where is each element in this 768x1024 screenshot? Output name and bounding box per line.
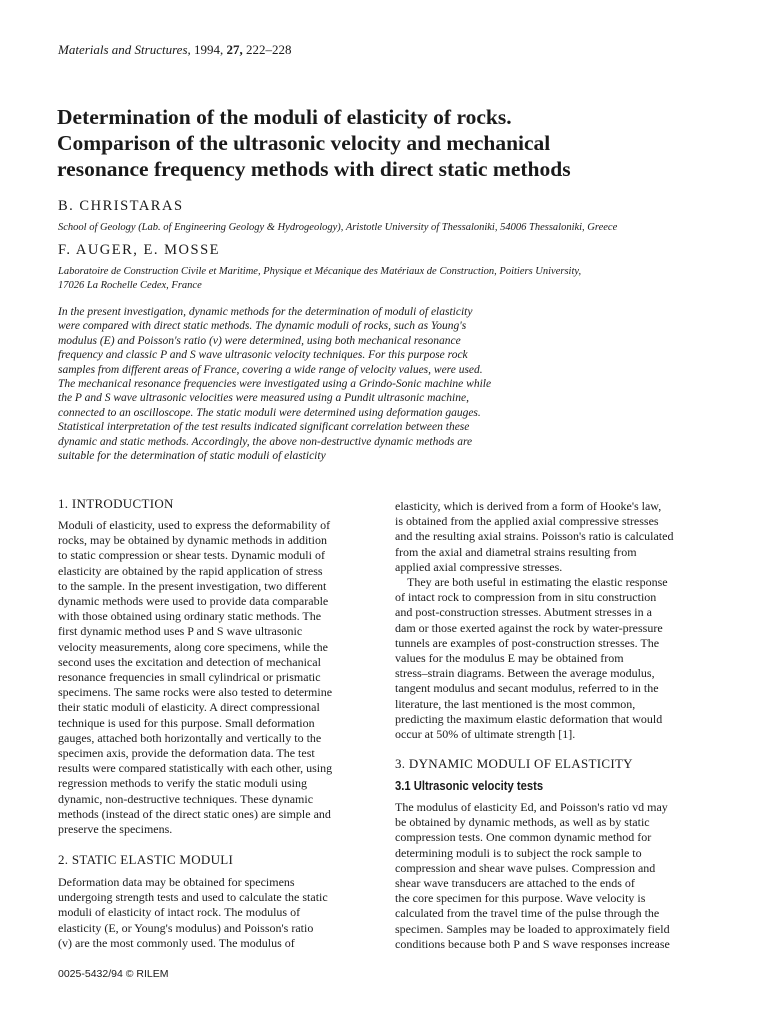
journal-pages: 222–228 [246, 42, 292, 57]
body-line: resonance frequencies in small cylindrical or prismatic [58, 670, 321, 685]
body-line: tunnels are examples of post-construction stresses. The [395, 635, 660, 650]
title-line: Comparison of the ultrasonic velocity and mechanical [57, 131, 551, 155]
body-line: determining moduli is to subject the rock sample to [395, 845, 642, 860]
body-line: specimen. Samples may be loaded to approximately field [395, 921, 670, 936]
body-line: their static moduli of elasticity. A direct compressional [58, 700, 320, 715]
section-heading-static-moduli: 2. STATIC ELASTIC MODULI [58, 852, 234, 867]
footer-issn: 0025-5432/94 © RILEM [58, 968, 169, 980]
body-line: The modulus of elasticity Ed, and Poisson's ratio vd may [395, 800, 668, 814]
body-line: stress–strain diagrams. Between the average modulus, [395, 666, 655, 681]
body-line: Deformation data may be obtained for specimens [58, 875, 295, 889]
body-line: values for the modulus E may be obtained from [395, 651, 624, 666]
body-line: (v) are the most commonly used. The modulus of [58, 935, 295, 950]
journal-volume: 27, [226, 42, 243, 57]
body-line: with those obtained using ordinary static methods. The [58, 609, 322, 624]
title-line: resonance frequency methods with direct static methods [57, 157, 571, 181]
static-moduli-continued [395, 499, 711, 742]
abstract-line: frequency and classic P and S wave ultrasonic velocity techniques. For this purpose rock [58, 349, 468, 362]
author-names: B. CHRISTARAS [58, 198, 184, 214]
abstract-line: modulus (E) and Poisson's ratio (v) were determined, using both mechanical resonance [58, 334, 461, 347]
affiliation-line: Laboratoire de Construction Civile et Maritime, Physique et Mécanique des Matériaux de Construction, Poitiers University, [58, 266, 582, 277]
body-line: literature, the last mentioned is the most common, [395, 696, 636, 711]
body-line: dynamic, non-destructive techniques. These dynamic [58, 791, 314, 806]
body-line: first dynamic method uses P and S wave ultrasonic [58, 624, 303, 639]
body-line: preserve the specimens. [58, 822, 173, 837]
body-line: specimens. The same rocks were also tested to determine [58, 685, 333, 700]
paper-title [57, 104, 717, 182]
body-line: conditions because both P and S wave responses increase [395, 936, 670, 951]
body-line: gauges, attached both horizontally and vertically to the [58, 730, 322, 745]
body-line: velocity measurements, along core specimens, while the [58, 639, 328, 654]
abstract-line: connected to an oscilloscope. The static moduli were determined using deformation gauges. [58, 406, 481, 419]
body-line: moduli of elasticity of intact rock. The modulus of [58, 905, 301, 920]
body-line: of intact rock to compression from in situ construction [395, 590, 657, 605]
journal-year: 1994, [194, 42, 224, 57]
ultrasonic-text [395, 800, 711, 952]
abstract-line: suitable for the determination of static moduli of elasticity [58, 450, 326, 463]
abstract-line: samples from different areas of France, covering a wide range of velocity values, were used. [58, 363, 483, 376]
body-line: calculated from the travel time of the pulse through the [395, 906, 660, 921]
section-heading-dynamic-moduli: 3. DYNAMIC MODULI OF ELASTICITY [395, 756, 633, 771]
body-line: to static compression or shear tests. Dynamic moduli of [58, 548, 325, 563]
static-moduli-text [58, 875, 374, 951]
body-line: occur at 50% of ultimate strength [1]. [395, 727, 576, 742]
abstract-line: the P and S wave ultrasonic velocities were measured using a Pundit ultrasonic machine, [58, 392, 469, 405]
subsection-heading-ultrasonic: 3.1 Ultrasonic velocity tests [395, 779, 544, 793]
body-line: compression and shear wave pulses. Compression and [395, 860, 656, 875]
body-line: compression tests. One common dynamic method for [395, 830, 652, 845]
body-line: Moduli of elasticity, used to express the deformability of [58, 518, 331, 532]
body-line: regression methods to verify the static moduli using [58, 776, 307, 791]
body-line: and the resulting axial strains. Poisson's ratio is calculated [395, 529, 674, 544]
body-line: elasticity are obtained by the rapid application of stress [58, 563, 323, 578]
author-names: F. AUGER, E. MOSSE [58, 242, 221, 258]
body-line: shear wave transducers are attached to the ends of [395, 876, 635, 891]
body-line: methods (instead of the direct static ones) are simple and [58, 806, 331, 821]
body-line: predicting the maximum elastic deformation that would [395, 711, 663, 726]
author-affiliation [58, 265, 698, 293]
body-line: rocks, may be obtained by dynamic methods in addition [58, 533, 327, 548]
author-affiliation [58, 221, 698, 235]
body-line: technique is used for this purpose. Small deformation [58, 715, 315, 730]
body-line: elasticity (E, or Young's modulus) and Poisson's ratio [58, 920, 314, 935]
introduction-text [58, 518, 374, 837]
body-line: second uses the excitation and detection of mechanical [58, 654, 321, 669]
body-line: to the sample. In the present investigation, two different [58, 578, 327, 593]
affiliation-line: 17026 La Rochelle Cedex, France [58, 280, 202, 291]
title-line: Determination of the moduli of elasticity of rocks. [57, 105, 512, 129]
journal-citation [58, 42, 292, 58]
abstract [58, 305, 578, 463]
body-line: undergoing strength tests and used to calculate the static [58, 890, 328, 905]
body-line: dynamic methods were used to provide data comparable [58, 594, 329, 609]
body-line: They are both useful in estimating the elastic response [407, 575, 668, 590]
body-line: from the axial and diametral strains resulting from [395, 544, 637, 559]
journal-name: Materials and Structures, [58, 42, 191, 57]
body-line: be obtained by dynamic methods, as well as by static [395, 815, 650, 830]
body-line: dam or those exerted against the rock by water-pressure [395, 620, 663, 635]
body-line: elasticity, which is derived from a form of Hooke's law, [395, 499, 662, 513]
body-line: results were compared statistically with each other, using [58, 761, 333, 776]
section-heading-introduction: 1. INTRODUCTION [58, 496, 174, 511]
abstract-line: Statistical interpretation of the test results indicated significant correlation between these [58, 421, 470, 434]
affiliation-line: School of Geology (Lab. of Engineering Geology & Hydrogeology), Aristotle University of Thessaloniki, 54006 Thessaloniki, Greece [58, 222, 618, 233]
abstract-line: were compared with direct static methods. The dynamic moduli of rocks, such as Young's [58, 320, 467, 333]
body-line: specimen axis, provide the deformation data. The test [58, 746, 315, 761]
body-line: the core specimen for this purpose. Wave velocity is [395, 891, 646, 906]
abstract-line: dynamic and static methods. Accordingly, the above non-destructive dynamic methods are [58, 435, 473, 448]
abstract-line: In the present investigation, dynamic methods for the determination of moduli of elasticity [58, 306, 473, 318]
body-line: tangent modulus and secant modulus, referred to in the [395, 681, 659, 696]
body-line: is obtained from the applied axial compressive stresses [395, 514, 659, 529]
body-line: and post-construction stresses. Abutment stresses in a [395, 605, 652, 620]
body-line: applied axial compressive stresses. [395, 559, 563, 574]
abstract-line: The mechanical resonance frequencies were investigated using a Grindo-Sonic machine while [58, 378, 492, 391]
